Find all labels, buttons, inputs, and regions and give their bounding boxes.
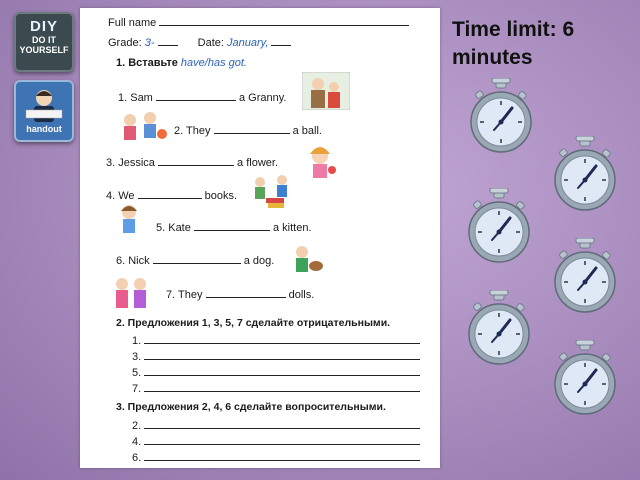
full-name-row xyxy=(108,15,409,29)
handout-label: handout xyxy=(26,124,62,134)
task2-line-1-label: 1. xyxy=(132,335,142,347)
sentence-1-blank[interactable] xyxy=(156,90,236,101)
sentence-3 xyxy=(106,155,278,169)
date-field[interactable] xyxy=(271,35,291,46)
diy-title: DIY xyxy=(29,18,58,35)
task2-line-4 xyxy=(132,381,420,395)
sentence-3-end: a flower. xyxy=(237,157,279,169)
task3-line-2-label: 4. xyxy=(132,436,142,448)
task2-line-4-label: 7. xyxy=(132,383,142,395)
diy-subtitle-2: YOURSELF xyxy=(19,45,69,55)
sentence-4 xyxy=(106,188,237,202)
sentence-6-blank[interactable] xyxy=(153,253,241,264)
sentence-5-blank[interactable] xyxy=(194,220,270,231)
task2-line-4-field[interactable] xyxy=(144,381,420,392)
task3-line-1 xyxy=(132,418,420,432)
stopwatch-icon xyxy=(466,290,532,368)
stopwatch-icon xyxy=(466,188,532,266)
full-name-label: Full name xyxy=(108,17,157,29)
task3-title: 3. Предложения 2, 4, 6 сделайте вопросительными. xyxy=(116,401,386,413)
task3-line-1-field[interactable] xyxy=(144,418,420,429)
dolls-picture xyxy=(110,274,154,312)
sentence-7-blank[interactable] xyxy=(206,287,286,298)
task2-line-3-label: 5. xyxy=(132,367,142,379)
full-name-field[interactable] xyxy=(159,15,409,26)
task2-line-3-field[interactable] xyxy=(144,365,420,376)
task2-title: 2. Предложения 1, 3, 5, 7 сделайте отрицательными. xyxy=(116,317,391,329)
task3-line-3 xyxy=(132,450,420,464)
ball-picture xyxy=(116,106,168,144)
sentence-6-start: 6. Nick xyxy=(116,255,150,267)
sentence-5 xyxy=(156,220,312,234)
diy-subtitle-1: DO IT xyxy=(32,35,56,45)
sentence-4-blank[interactable] xyxy=(138,188,202,199)
task3-line-3-field[interactable] xyxy=(144,450,420,461)
time-limit-title: Time limit: 6 minutes xyxy=(452,18,575,69)
stopwatch-icon xyxy=(468,78,534,156)
task3-line-3-label: 6. xyxy=(132,452,142,464)
sentence-1 xyxy=(118,90,286,104)
kitten-girl-picture xyxy=(116,202,142,240)
sentence-7-start: 7. They xyxy=(166,289,203,301)
flower-girl-picture xyxy=(302,142,340,182)
task2-line-3 xyxy=(132,365,420,379)
sentence-3-start: 3. Jessica xyxy=(106,157,155,169)
grade-field[interactable] xyxy=(158,35,178,46)
stopwatch-icon xyxy=(552,238,618,316)
sentence-4-end: books. xyxy=(204,190,238,202)
grade-date-row xyxy=(108,35,291,49)
handout-badge[interactable] xyxy=(14,80,74,142)
sentence-2-blank[interactable] xyxy=(214,123,290,134)
sentence-2-start: 2. They xyxy=(174,125,211,137)
dog-boy-picture xyxy=(290,242,324,276)
task2-line-2-label: 3. xyxy=(132,351,142,363)
task2-line-1-field[interactable] xyxy=(144,333,420,344)
task2-line-2-field[interactable] xyxy=(144,349,420,360)
sentence-1-start: 1. Sam xyxy=(118,92,153,104)
task1-title xyxy=(116,57,247,69)
sentence-7 xyxy=(166,287,314,301)
books-picture xyxy=(248,172,294,210)
task3-line-1-label: 2. xyxy=(132,420,142,432)
sentence-1-end: a Granny. xyxy=(238,92,287,104)
date-value: January, xyxy=(227,37,269,49)
date-label: Date: xyxy=(197,37,224,49)
sentence-4-start: 4. We xyxy=(106,190,135,202)
task1-title-words: have/has got. xyxy=(180,57,247,69)
sentence-7-end: dolls. xyxy=(288,289,315,301)
diy-badge[interactable] xyxy=(14,12,74,72)
sentence-6-end: a dog. xyxy=(243,255,275,267)
sentence-2 xyxy=(174,123,322,137)
sentence-5-end: a kitten. xyxy=(272,222,312,234)
stopwatch-icon xyxy=(552,340,618,418)
grade-value: 3- xyxy=(144,37,155,49)
task2-line-1 xyxy=(132,333,420,347)
worksheet xyxy=(80,8,440,468)
grade-label: Grade: xyxy=(108,37,142,49)
task2-line-2 xyxy=(132,349,420,363)
sentence-3-blank[interactable] xyxy=(158,155,234,166)
sentence-5-start: 5. Kate xyxy=(156,222,191,234)
stopwatch-icon xyxy=(552,136,618,214)
task3-line-2-field[interactable] xyxy=(144,434,420,445)
task3-line-2 xyxy=(132,434,420,448)
sentence-2-end: a ball. xyxy=(292,125,322,137)
task1-title-prefix: 1. Вставьте xyxy=(116,57,178,69)
sentence-6 xyxy=(116,253,274,267)
granny-picture xyxy=(302,72,350,110)
